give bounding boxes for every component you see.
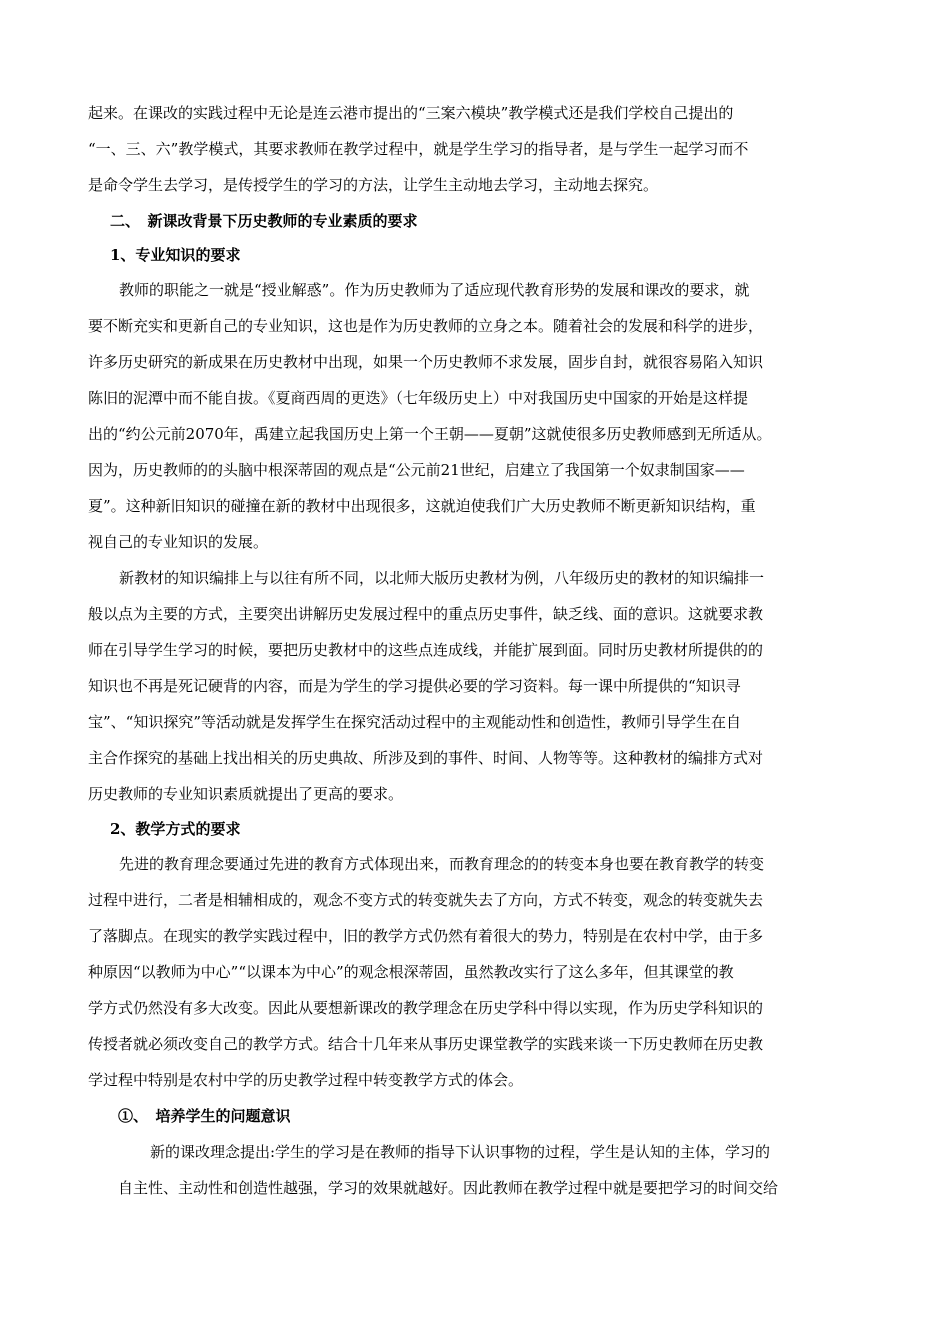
body-text-line: 宝”、“知识探究”等活动就是发挥学生在探究活动过程中的主观能动性和创造性，教师引导学生在自 [88, 713, 742, 731]
body-text-line: 学方式仍然没有多大改变。因此从要想新课改的教学理念在历史学科中得以实现，作为历史学科知识的 [88, 999, 764, 1017]
body-text-line: 知识也不再是死记硬背的内容，而是为学生的学习提供必要的学习资料。每一课中所提供的“知识寻 [88, 677, 741, 695]
section-heading: 二、 新课改背景下历史教师的专业素质的要求 [110, 212, 418, 230]
subsection-heading: 2、教学方式的要求 [110, 820, 241, 838]
body-text-line: 新教材的知识编排上与以往有所不同，以北师大版历史教材为例，八年级历史的教材的知识编排一 [119, 569, 765, 587]
body-text-line: 种原因“以教师为中心”“以课本为中心”的观念根深蒂固，虽然教改实行了这么多年，但其课堂的教 [88, 963, 734, 981]
numbered-heading: ①、 培养学生的问题意识 [118, 1107, 291, 1125]
body-text-line: 自主性、主动性和创造性越强，学习的效果就越好。因此教师在教学过程中就是要把学习的时间交给 [118, 1179, 779, 1197]
body-text-line: 传授者就必须改变自己的教学方式。结合十几年来从事历史课堂教学的实践来谈一下历史教师在历史教 [88, 1035, 764, 1053]
body-text-line: 要不断充实和更新自己的专业知识，这也是作为历史教师的立身之本。随着社会的发展和科学的进步， [88, 317, 764, 335]
body-text-line: 般以点为主要的方式，主要突出讲解历史发展过程中的重点历史事件，缺乏线、面的意识。这就要求教 [88, 605, 764, 623]
subsection-heading: 1、专业知识的要求 [110, 246, 241, 264]
body-text-line: 教师的职能之一就是“授业解惑”。作为历史教师为了适应现代教育形势的发展和课改的要求，就 [119, 281, 750, 299]
body-text-line: 视自己的专业知识的发展。 [88, 533, 269, 551]
body-text-line: 学过程中特别是农村中学的历史教学过程中转变教学方式的体会。 [88, 1071, 524, 1089]
body-text-line: 因为，历史教师的的头脑中根深蒂固的观点是“公元前21世纪，启建立了我国第一个奴隶制国家—— [88, 461, 745, 479]
body-text-line: 了落脚点。在现实的教学实践过程中，旧的教学方式仍然有着很大的势力，特别是在农村中学，由于多 [88, 927, 764, 945]
body-text-line: 过程中进行，二者是相辅相成的，观念不变方式的转变就失去了方向，方式不转变，观念的转变就失去 [88, 891, 764, 909]
body-text-line: 起来。在课改的实践过程中无论是连云港市提出的“三案六模块”教学模式还是我们学校自己提出的 [88, 104, 734, 122]
body-text-line: “一、三、六”教学模式，其要求教师在教学过程中，就是学生学习的指导者，是与学生一起学习而不 [88, 140, 749, 158]
body-text-line: 许多历史研究的新成果在历史教材中出现，如果一个历史教师不求发展，固步自封，就很容易陷入知识 [88, 353, 764, 371]
body-text-line: 先进的教育理念要通过先进的教育方式体现出来，而教育理念的的转变本身也要在教育教学的转变 [119, 855, 765, 873]
body-text-line: 陈旧的泥潭中而不能自拔。《夏商西周的更迭》（七年级历史上）中对我国历史中国家的开始是这样提 [88, 389, 749, 407]
body-text-line: 出的“约公元前2070年，禹建立起我国历史上第一个王朝——夏朝”这就使很多历史教师感到无所适从。 [88, 425, 772, 443]
body-text-line: 新的课改理念提出:学生的学习是在教师的指导下认识事物的过程，学生是认知的主体，学习的 [150, 1143, 771, 1161]
body-text-line: 夏”。这种新旧知识的碰撞在新的教材中出现很多，这就迫使我们广大历史教师不断更新知识结构，重 [88, 497, 756, 515]
body-text-line: 历史教师的专业知识素质就提出了更高的要求。 [88, 785, 404, 803]
body-text-line: 是命令学生去学习，是传授学生的学习的方法，让学生主动地去学习，主动地去探究。 [88, 176, 659, 194]
body-text-line: 主合作探究的基础上找出相关的历史典故、所涉及到的事件、时间、人物等等。这种教材的编排方式对 [88, 749, 764, 767]
body-text-line: 师在引导学生学习的时候，要把历史教材中的这些点连成线，并能扩展到面。同时历史教材所提供的的 [88, 641, 764, 659]
